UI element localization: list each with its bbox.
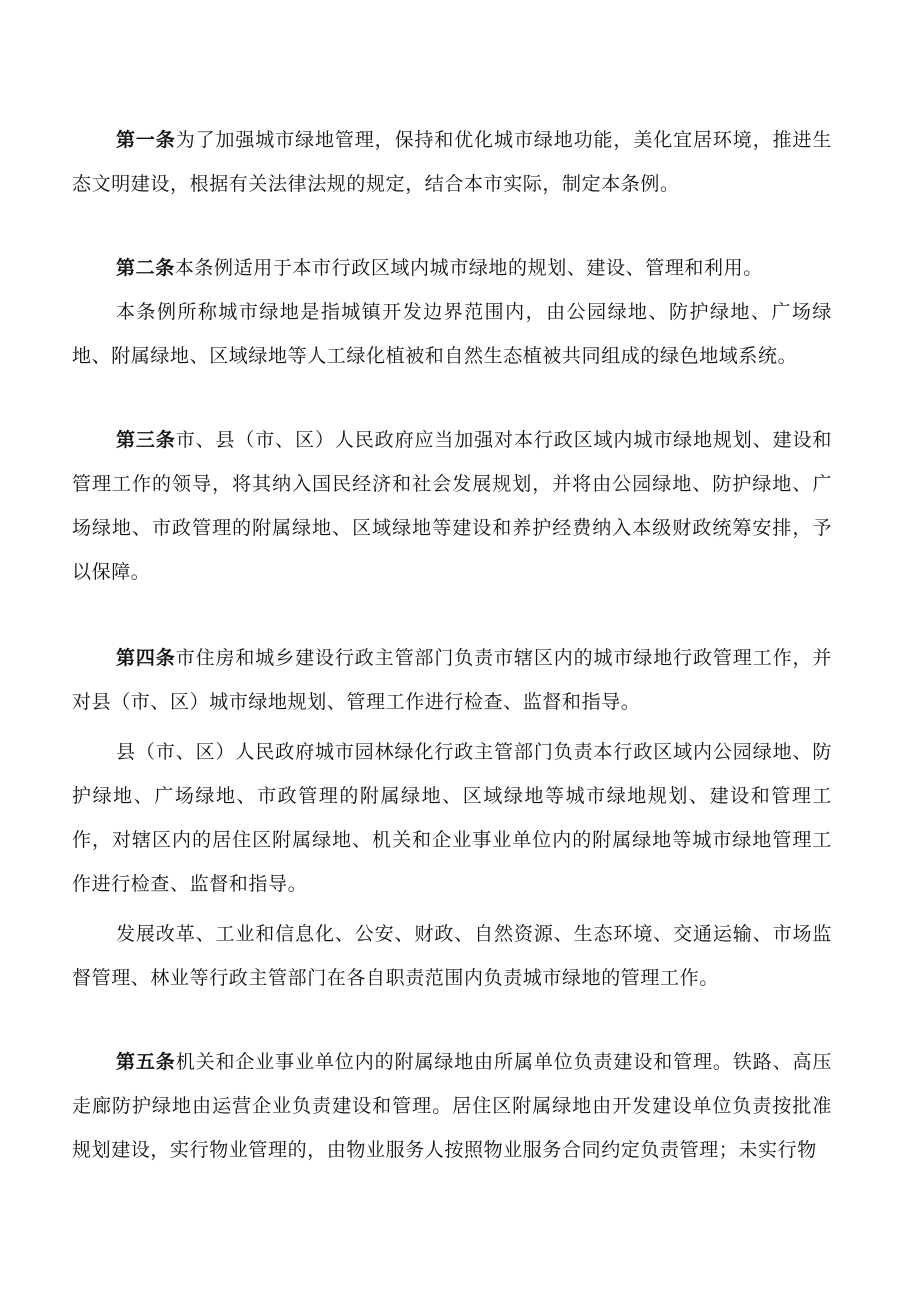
article-2-paragraph-1	[72, 246, 832, 290]
article-2-number: 第二条	[116, 257, 175, 279]
article-3-paragraph-1	[72, 418, 832, 594]
article-4-number: 第四条	[116, 647, 176, 669]
article-4-text-3: 发展改革、工业和信息化、公安、财政、自然资源、生态环境、交通运输、市场监督管理、林业等行政主管部门在各自职责范围内负责城市绿地的管理工作。	[72, 923, 832, 989]
article-3-text-1: 市、县（市、区）人民政府应当加强对本行政区域内城市绿地规划、建设和管理工作的领导，将其纳入国民经济和社会发展规划，并将由公园绿地、防护绿地、广场绿地、市政管理的附属绿地、区域绿地等建设和养护经费纳入本级财政统筹安排，予以保障。	[72, 429, 832, 583]
article-1-number: 第一条	[116, 129, 176, 151]
article-1-text-1: 为了加强城市绿地管理，保持和优化城市绿地功能，美化宜居环境，推进生态文明建设，根据有关法律法规的规定，结合本市实际，制定本条例。	[72, 129, 832, 195]
article-4-paragraph-1	[72, 636, 832, 724]
article-2-text-1: 本条例适用于本市行政区域内城市绿地的规划、建设、管理和利用。	[174, 257, 763, 279]
article-3-number: 第三条	[116, 429, 176, 451]
article-1-paragraph-1	[72, 118, 832, 206]
article-4-text-2: 县（市、区）人民政府城市园林绿化行政主管部门负责本行政区域内公园绿地、防护绿地、广场绿地、市政管理的附属绿地、区域绿地等城市绿地规划、建设和管理工作，对辖区内的居住区附属绿地、机关和企业事业单位内的附属绿地等城市绿地管理工作进行检查、监督和指导。	[72, 741, 832, 895]
article-5-number: 第五条	[116, 1051, 176, 1073]
article-2-text-2: 本条例所称城市绿地是指城镇开发边界范围内，由公园绿地、防护绿地、广场绿地、附属绿地、区域绿地等人工绿化植被和自然生态植被共同组成的绿色地域系统。	[72, 301, 832, 367]
article-5-text-1: 机关和企业事业单位内的附属绿地由所属单位负责建设和管理。铁路、高压走廊防护绿地由运营企业负责建设和管理。居住区附属绿地由开发建设单位负责按批准规划建设，实行物业管理的，由物业服务人按照物业服务合同约定负责管理；未实行物	[72, 1051, 832, 1161]
article-4-paragraph-2	[72, 730, 832, 906]
article-4-paragraph-3	[72, 912, 832, 1000]
article-2-paragraph-2	[72, 290, 832, 378]
article-5-paragraph-1	[72, 1040, 832, 1172]
article-4-text-1: 市住房和城乡建设行政主管部门负责市辖区内的城市绿地行政管理工作，并对县（市、区）城市绿地规划、管理工作进行检查、监督和指导。	[72, 647, 832, 713]
